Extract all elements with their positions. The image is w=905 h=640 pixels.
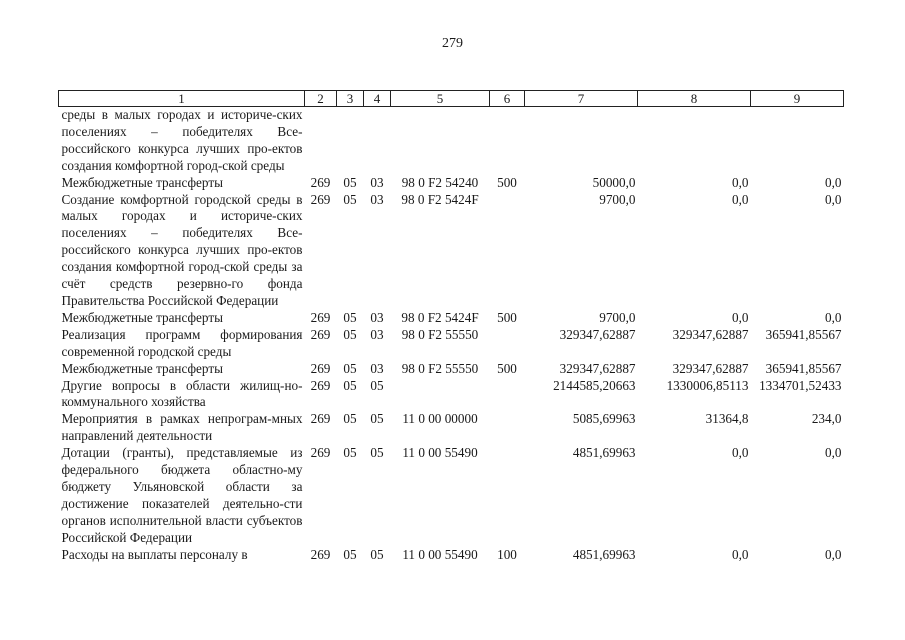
cell-amount-2: 0,0 xyxy=(732,445,749,461)
cell-expense-type xyxy=(490,411,525,445)
table-row xyxy=(59,547,844,564)
cell-target-article: 11 0 00 00000 xyxy=(402,411,478,427)
row-name: Межбюджетные трансферты xyxy=(61,309,223,325)
cell-expense-type: 500 xyxy=(497,309,517,325)
cell-expense-type xyxy=(490,378,525,412)
cell-amount-3: 0,0 xyxy=(825,445,842,461)
cell-section: 05 xyxy=(343,191,357,207)
row-name: Дотации (гранты), представляемые из федерального бюджета областно-му бюджету Ульяновской области за достижение показателей деятельно-сти органов исполнительной власти субъектов Российской Федерации xyxy=(61,445,303,545)
budget-table xyxy=(58,90,844,563)
cell-amount-1 xyxy=(525,107,638,175)
cell-section: 05 xyxy=(343,309,357,325)
cell-subsection: 03 xyxy=(370,191,384,207)
column-header: 5 xyxy=(391,91,490,107)
cell-subsection: 05 xyxy=(370,377,384,393)
cell-amount-1: 9700,0 xyxy=(599,309,636,325)
cell-amount-1: 2144585,20663 xyxy=(553,377,636,393)
cell-expense-type: 500 xyxy=(497,360,517,376)
cell-amount-2: 0,0 xyxy=(732,174,749,190)
table-row xyxy=(59,327,844,361)
column-header: 4 xyxy=(364,91,391,107)
column-header: 9 xyxy=(751,91,844,107)
cell-amount-2: 31364,8 xyxy=(705,411,749,427)
cell-amount-1: 4851,69963 xyxy=(572,546,636,562)
row-name: Другие вопросы в области жилищ-но-коммунального хозяйства xyxy=(61,377,303,410)
cell-target-article: 11 0 00 55490 xyxy=(402,546,478,562)
cell-subsection: 03 xyxy=(370,309,384,325)
cell-amount-3: 1334701,52433 xyxy=(759,377,842,393)
row-name: Межбюджетные трансферты xyxy=(61,360,223,376)
table-row xyxy=(59,411,844,445)
cell-subsection xyxy=(364,107,391,175)
cell-section: 05 xyxy=(343,377,357,393)
table-row xyxy=(59,445,844,546)
table-row xyxy=(59,192,844,310)
cell-amount-3: 365941,85567 xyxy=(765,326,842,342)
cell-ministry: 269 xyxy=(310,191,331,207)
cell-ministry: 269 xyxy=(310,360,331,376)
table-row xyxy=(59,361,844,378)
cell-expense-type xyxy=(490,327,525,361)
column-header: 7 xyxy=(525,91,638,107)
cell-amount-2: 1330006,85113 xyxy=(666,377,749,393)
cell-amount-1: 329347,62887 xyxy=(559,360,636,376)
cell-ministry: 269 xyxy=(310,326,331,342)
cell-subsection: 05 xyxy=(370,411,384,427)
cell-expense-type xyxy=(490,107,525,175)
cell-target-article: 98 0 F2 5424F xyxy=(401,309,479,325)
cell-amount-2: 0,0 xyxy=(732,546,749,562)
cell-target-article: 98 0 F2 55550 xyxy=(401,326,479,342)
row-name: Реализация программ формирования современной городской среды xyxy=(61,326,303,359)
cell-target-article: 98 0 F2 54240 xyxy=(401,174,479,190)
cell-amount-2: 329347,62887 xyxy=(672,326,749,342)
cell-amount-1: 9700,0 xyxy=(599,191,636,207)
cell-expense-type xyxy=(490,445,525,546)
column-header: 1 xyxy=(59,91,305,107)
cell-amount-1: 5085,69963 xyxy=(572,411,636,427)
cell-amount-1: 329347,62887 xyxy=(559,326,636,342)
cell-target-article: 98 0 F2 55550 xyxy=(401,360,479,376)
cell-ministry xyxy=(305,107,337,175)
cell-amount-3 xyxy=(751,107,844,175)
cell-amount-2 xyxy=(638,107,751,175)
cell-amount-3: 0,0 xyxy=(825,546,842,562)
cell-subsection: 03 xyxy=(370,326,384,342)
cell-amount-1: 4851,69963 xyxy=(572,445,636,461)
cell-expense-type: 100 xyxy=(497,546,517,562)
cell-ministry: 269 xyxy=(310,411,331,427)
cell-amount-3: 0,0 xyxy=(825,174,842,190)
cell-ministry: 269 xyxy=(310,445,331,461)
cell-target-article: 98 0 F2 5424F xyxy=(401,191,479,207)
cell-expense-type: 500 xyxy=(497,174,517,190)
cell-subsection: 05 xyxy=(370,445,384,461)
cell-section: 05 xyxy=(343,174,357,190)
cell-amount-3: 234,0 xyxy=(811,411,842,427)
cell-section: 05 xyxy=(343,445,357,461)
row-name: среды в малых городах и историче-ских поселениях – победителях Все-российского конкурса лучших про-ектов создания комфортной город-ской среды xyxy=(61,107,303,173)
cell-target-article xyxy=(391,378,490,412)
column-header: 3 xyxy=(337,91,364,107)
cell-target-article: 11 0 00 55490 xyxy=(402,445,478,461)
cell-section xyxy=(337,107,364,175)
cell-amount-2: 329347,62887 xyxy=(672,360,749,376)
cell-amount-1: 50000,0 xyxy=(592,174,636,190)
cell-ministry: 269 xyxy=(310,174,331,190)
column-header: 2 xyxy=(305,91,337,107)
cell-target-article xyxy=(391,107,490,175)
cell-ministry: 269 xyxy=(310,377,331,393)
cell-ministry: 269 xyxy=(310,309,331,325)
cell-subsection: 05 xyxy=(370,546,384,562)
column-header: 6 xyxy=(490,91,525,107)
cell-section: 05 xyxy=(343,326,357,342)
cell-amount-2: 0,0 xyxy=(732,309,749,325)
page-number: 279 xyxy=(442,36,463,51)
cell-amount-2: 0,0 xyxy=(732,191,749,207)
cell-subsection: 03 xyxy=(370,360,384,376)
cell-amount-3: 0,0 xyxy=(825,191,842,207)
cell-expense-type xyxy=(490,192,525,310)
cell-section: 05 xyxy=(343,411,357,427)
cell-amount-3: 365941,85567 xyxy=(765,360,842,376)
cell-section: 05 xyxy=(343,546,357,562)
cell-ministry: 269 xyxy=(310,546,331,562)
column-header: 8 xyxy=(638,91,751,107)
table-row xyxy=(59,107,844,175)
table-row xyxy=(59,378,844,412)
cell-subsection: 03 xyxy=(370,174,384,190)
cell-amount-3: 0,0 xyxy=(825,309,842,325)
row-name: Расходы на выплаты персоналу в xyxy=(61,546,248,562)
header-row xyxy=(59,91,844,107)
row-name: Создание комфортной городской среды в малых городах и историче-ских поселениях – победителях Все-российского конкурса лучших про-ектов создания комфортной город-ской среды за счёт средств резервно-го фонда Правительства Российской Федерации xyxy=(61,191,303,308)
cell-section: 05 xyxy=(343,360,357,376)
row-name: Межбюджетные трансферты xyxy=(61,174,223,190)
table-row xyxy=(59,310,844,327)
row-name: Мероприятия в рамках непрограм-мных направлений деятельности xyxy=(61,411,303,444)
table-body xyxy=(59,107,844,564)
table-row xyxy=(59,175,844,192)
